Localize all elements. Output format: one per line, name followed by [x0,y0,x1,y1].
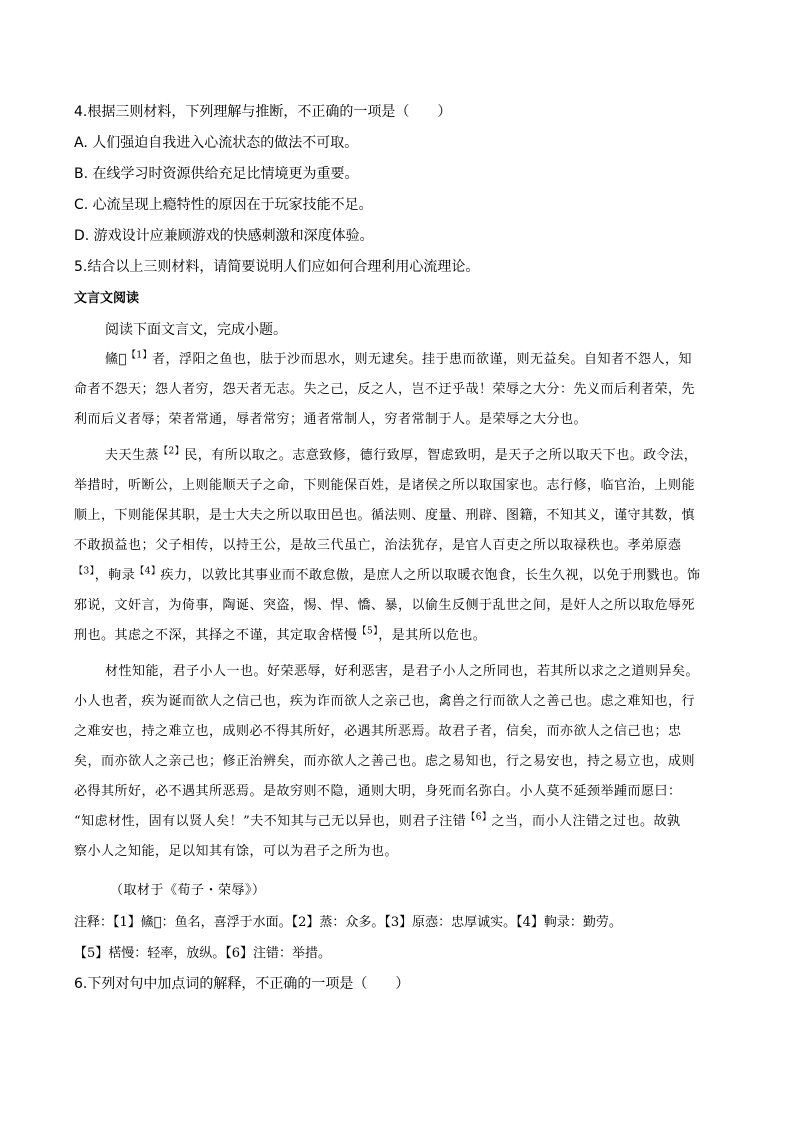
question-4-option-c: C. 心流呈现上瘾特性的原因在于玩家技能不足。 [74,197,373,213]
passage-source: （取材于《荀子・荣辱》） [110,883,266,898]
passage-p3-line-7: 察小人之知能，足以知其有馀，可以为君子之所为也。 [74,844,399,859]
passage-text: ，是其所以危也。 [378,628,487,643]
passage-p3-line-4: 矣，而亦欲人之亲己也；修正治辨矣，而亦欲人之善己也。虑之易知也，行之易安也，持之易立也，成则 [74,754,696,769]
notes-line-1: 注释：【1】鯈𩷮：鱼名，喜浮于水面。【2】蒸：众多。【3】原悫：忠厚诚实。【4】軥录：勤劳。 [74,915,622,930]
question-5-stem: 5.结合以上三则材料，请简要说明人们应如何合理利用心流理论。 [74,259,480,275]
passage-p3-line-3: 之难安也，持之难立也，成则必不得其所好，必遇其所恶焉。故君子者，信矣，而亦欲人之信己也；忠 [74,724,682,739]
footnote-ref: 【1】 [126,350,153,361]
footnote-ref: 【5】 [357,626,379,637]
passage-p3-line-6 [74,812,681,832]
passage-p3-line-1: 材性知能，君子小人一也。好荣恶辱，好利恶害，是君子小人之所同也，若其所以求之之道则异矣。 [105,664,700,679]
passage-text: “知虑材性，固有以贤人矣！”夫不知其与己无以异也，则君子注错 [74,814,467,829]
footnote-ref: 【4】 [135,566,161,577]
section-instruction: 阅读下面文言文，完成小题。 [105,322,287,338]
passage-p2-line-6: 邪说，文奸言，为倚事，陶诞、突盗，惕、悍、憍、暴，以偷生反侧于乱世之间，是奸人之所以取危辱死 [74,598,696,613]
passage-p1-line-1 [105,350,692,370]
passage-text: 者，浮阳之鱼也，胠于沙而思水，则无逮矣。挂于患而欲谨，则无益矣。自知者不怨人，知 [152,352,693,367]
section-title: 文言文阅读 [74,291,140,306]
passage-p3-line-2: 小人也者，疾为诞而欲人之信己也，疾为诈而欲人之亲己也，禽兽之行而欲人之善己也。虑之难知也，行 [74,694,696,709]
footnote-ref: 【2】 [159,446,185,457]
passage-p2-line-3: 顺上，下则能保其职，是士大夫之所以取田邑也。循法则、度量、刑辟、图籍，不知其义，谨守其数，慎 [74,508,696,523]
passage-text: 之当，而小人注错之过也。故孰 [491,814,681,829]
passage-text: 疾力，以敦比其事业而不敢怠傲，是庶人之所以取暖衣饱食，长生久视，以免于刑戮也。饰 [160,568,701,583]
passage-p1-line-3: 利而后义者辱；荣者常通，辱者常穷；通者常制人，穷者常制于人。是荣辱之大分也。 [74,412,588,427]
question-4-option-a: A. 人们强迫自我进入心流状态的做法不可取。 [74,135,359,151]
footnote-ref: 【3】 [74,566,95,577]
passage-p1-line-2: 命者不怨天；怨人者穷，怨天者无志。失之己，反之人，岂不迂乎哉！荣辱之大分：先义而后利者荣，先 [74,382,696,397]
passage-p2-line-7 [74,626,486,646]
passage-p2-line-4: 不敢损益也；父子相传，以持王公，是故三代虽亡，治法犹存，是官人百吏之所以取禄秩也。孝弟原悫 [74,538,682,553]
passage-text: 夫天生蒸 [105,448,160,463]
question-6-stem: 6.下列对句中加点词的解释，不正确的一项是（ ） [74,976,410,992]
passage-p2-line-1 [105,446,697,466]
question-4-stem: 4.根据三则材料，下列理解与推断，不正确的一项是（ ） [74,104,452,120]
notes-line-2: 【5】楛慢：轻率，放纵。【6】注错：举措。 [74,946,332,961]
question-4-option-d: D. 游戏设计应兼顾游戏的快感刺激和深度体验。 [74,228,374,244]
passage-text: 民，有所以取之。志意致修，德行致厚，智虑致明，是天子之所以取天下也。政令法， [184,448,698,463]
passage-p2-line-5 [74,566,701,586]
question-4-option-b: B. 在线学习时资源供给充足比情境更为重要。 [74,166,359,182]
passage-text: ，軥录 [94,568,136,583]
footnote-ref: 【6】 [466,812,492,823]
passage-text: 刑也。其虑之不深，其择之不谨，其定取舍楛慢 [74,628,358,643]
passage-p2-line-2: 举措时，听断公，上则能顺天子之命，下则能保百姓，是诸侯之所以取国家也。志行修，临官治，上则能 [74,478,696,493]
passage-p3-line-5: 必得其所好，必不遇其所恶焉。是故穷则不隐，通则大明，身死而名弥白。小人莫不延颈举踵而愿曰： [74,784,682,799]
passage-text: 鯈𩷮 [105,352,127,367]
